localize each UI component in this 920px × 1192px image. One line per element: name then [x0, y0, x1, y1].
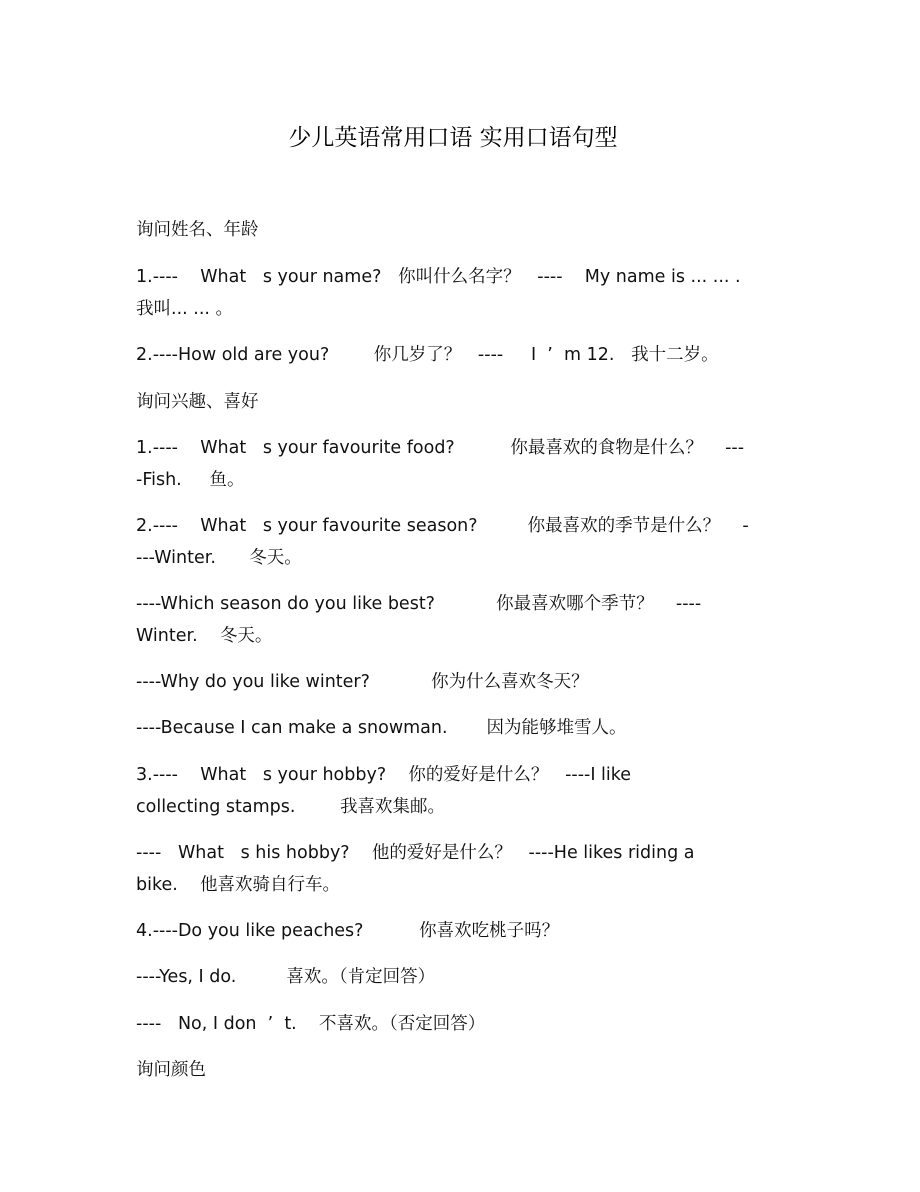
- text-line: 3.---- What s your hobby? 你的爱好是什么？ ----I like: [136, 765, 632, 785]
- text-line: 我叫... ... 。: [136, 299, 234, 319]
- text-line: ---- No, I don ’ t. 不喜欢。（否定回答）: [136, 1014, 486, 1034]
- text-line: 1.---- What s your favourite food? 你最喜欢的食物是什么？ ---: [136, 438, 745, 458]
- document-title: 少儿英语常用口语 实用口语句型: [288, 125, 618, 151]
- text-line: bike. 他喜欢骑自行车。: [136, 875, 341, 895]
- text-line: ---Winter. 冬天。: [136, 548, 302, 568]
- text-line: ----Why do you like winter? 你为什么喜欢冬天？: [136, 672, 589, 692]
- text-line: -Fish. 鱼。: [136, 470, 245, 490]
- text-line: collecting stamps. 我喜欢集邮。: [136, 797, 445, 817]
- text-line: 2.---- What s your favourite season? 你最喜欢的季节是什么？ -: [136, 516, 749, 536]
- text-line: ----Which season do you like best? 你最喜欢哪个季节？ ----: [136, 594, 702, 614]
- section-heading-colors: 询问颜色: [136, 1060, 206, 1080]
- section-heading-interests: 询问兴趣、喜好: [136, 392, 259, 412]
- text-line: ---- What s his hobby? 他的爱好是什么？ ----He likes riding a: [136, 843, 695, 863]
- text-line: ----Yes, I do. 喜欢。（肯定回答）: [136, 967, 436, 987]
- text-line: ----Because I can make a snowman. 因为能够堆雪人。: [136, 718, 627, 738]
- text-line: 4.----Do you like peaches? 你喜欢吃桃子吗？: [136, 921, 560, 941]
- section-heading-name-age: 询问姓名、年龄: [136, 220, 259, 240]
- text-line: Winter. 冬天。: [136, 626, 273, 646]
- text-line: 2.----How old are you? 你几岁了？ ---- I ’ m 12. 我十二岁。: [136, 345, 719, 365]
- text-line: 1.---- What s your name? 你叫什么名字？ ---- My name is ... ... .: [136, 267, 741, 287]
